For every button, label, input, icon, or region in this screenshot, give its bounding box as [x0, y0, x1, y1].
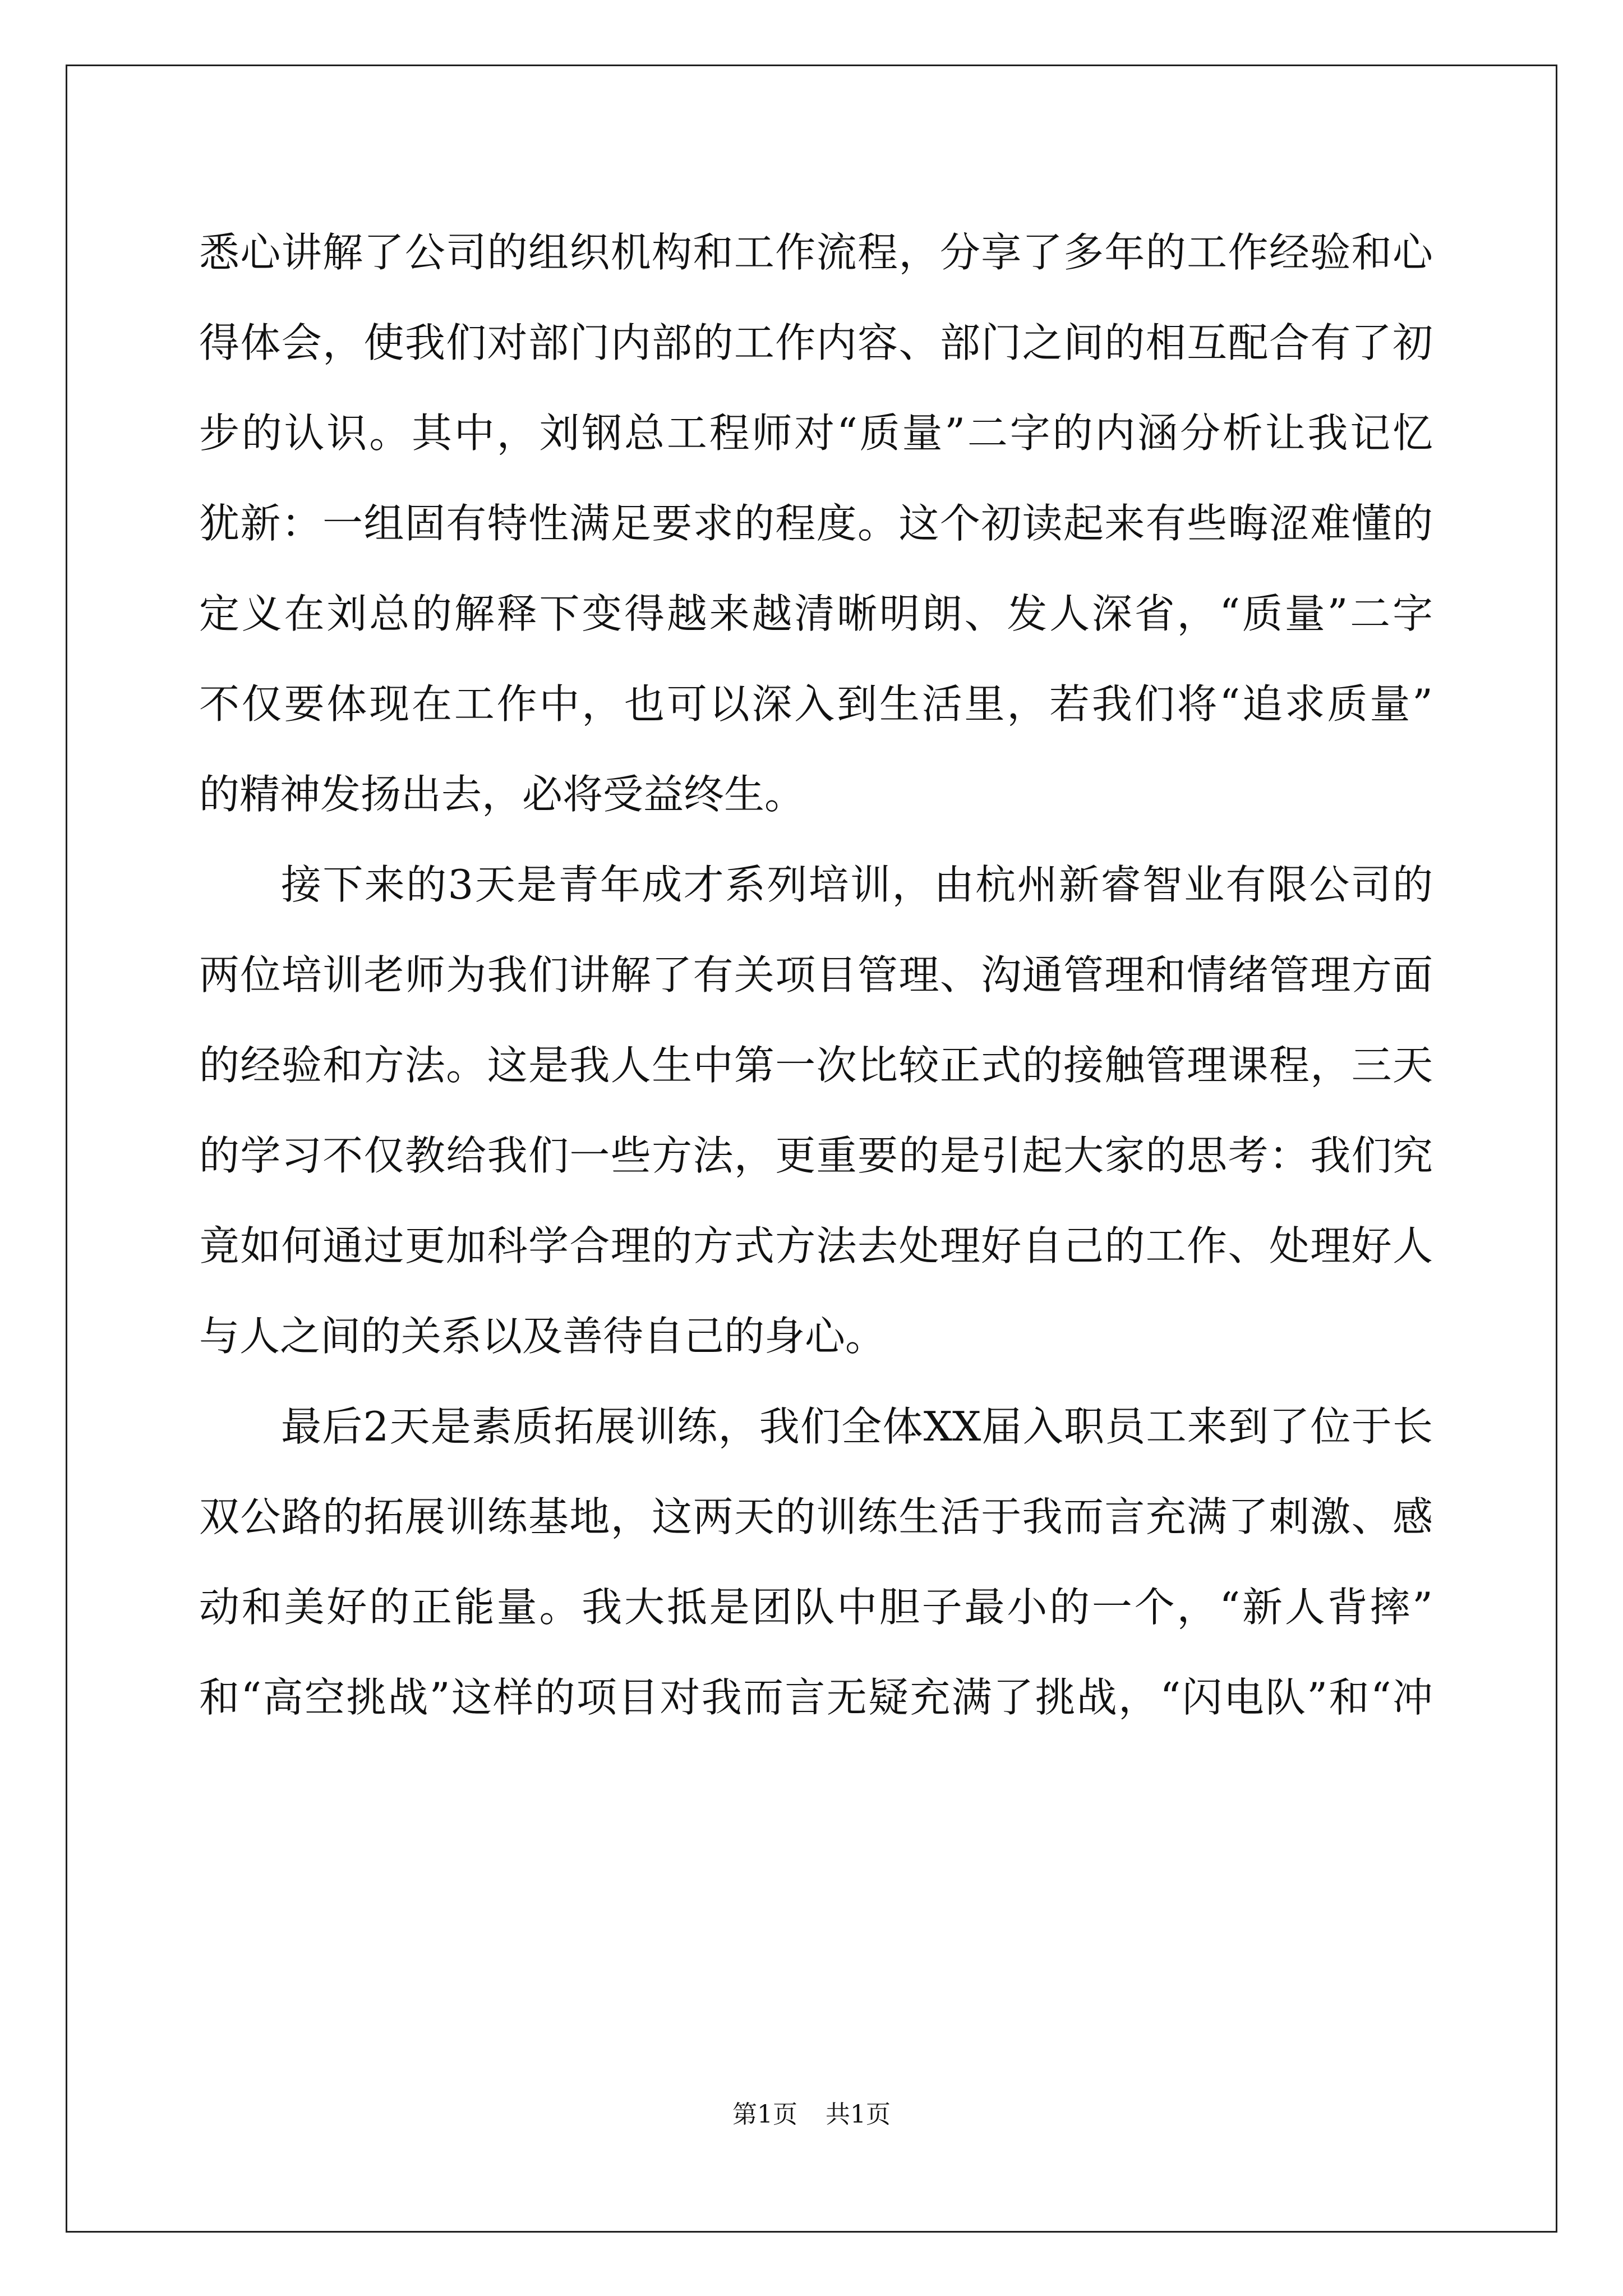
- text-line: 接下来的3天是青年成才系列培训，由杭州新睿智业有限公司的: [281, 861, 1433, 908]
- text-line: 两位培训老师为我们讲解了有关项目管理、沟通管理和情绪管理方面: [199, 951, 1433, 999]
- page-footer: [0, 2098, 1623, 2132]
- text-line: 定义在刘总的解释下变得越来越清晰明朗、发人深省，“质量”二字: [199, 590, 1433, 637]
- text-line: 悉心讲解了公司的组织机构和工作流程，分享了多年的工作经验和心: [199, 229, 1433, 276]
- text-line: 最后2天是素质拓展训练，我们全体XX届入职员工来到了位于长: [281, 1403, 1433, 1450]
- text-line: 的精神发扬出去，必将受益终生。: [199, 771, 805, 818]
- text-line: 双公路的拓展训练基地，这两天的训练生活于我而言充满了刺激、感: [199, 1493, 1433, 1540]
- text-line: 动和美好的正能量。我大抵是团队中胆子最小的一个，“新人背摔”: [199, 1584, 1433, 1631]
- text-line: 犹新：一组固有特性满足要求的程度。这个初读起来有些晦涩难懂的: [199, 500, 1433, 547]
- text-line: 与人之间的关系以及善待自己的身心。: [199, 1313, 886, 1360]
- text-line: 步的认识。其中，刘钢总工程师对“质量”二字的内涵分析让我记忆: [199, 409, 1433, 457]
- text-line: 得体会，使我们对部门内部的工作内容、部门之间的相互配合有了初: [199, 319, 1433, 366]
- text-line: 不仅要体现在工作中，也可以深入到生活里，若我们将“追求质量”: [199, 680, 1433, 728]
- page-number: 第1页: [732, 2100, 797, 2129]
- text-line: 和“高空挑战”这样的项目对我而言无疑充满了挑战，“闪电队”和“冲: [199, 1674, 1433, 1721]
- page-total: 共1页: [826, 2100, 891, 2129]
- text-line: 竟如何通过更加科学合理的方式方法去处理好自己的工作、处理好人: [199, 1222, 1433, 1269]
- text-line: 的学习不仅教给我们一些方法，更重要的是引起大家的思考：我们究: [199, 1132, 1433, 1179]
- text-line: 的经验和方法。这是我人生中第一次比较正式的接触管理课程，三天: [199, 1042, 1433, 1089]
